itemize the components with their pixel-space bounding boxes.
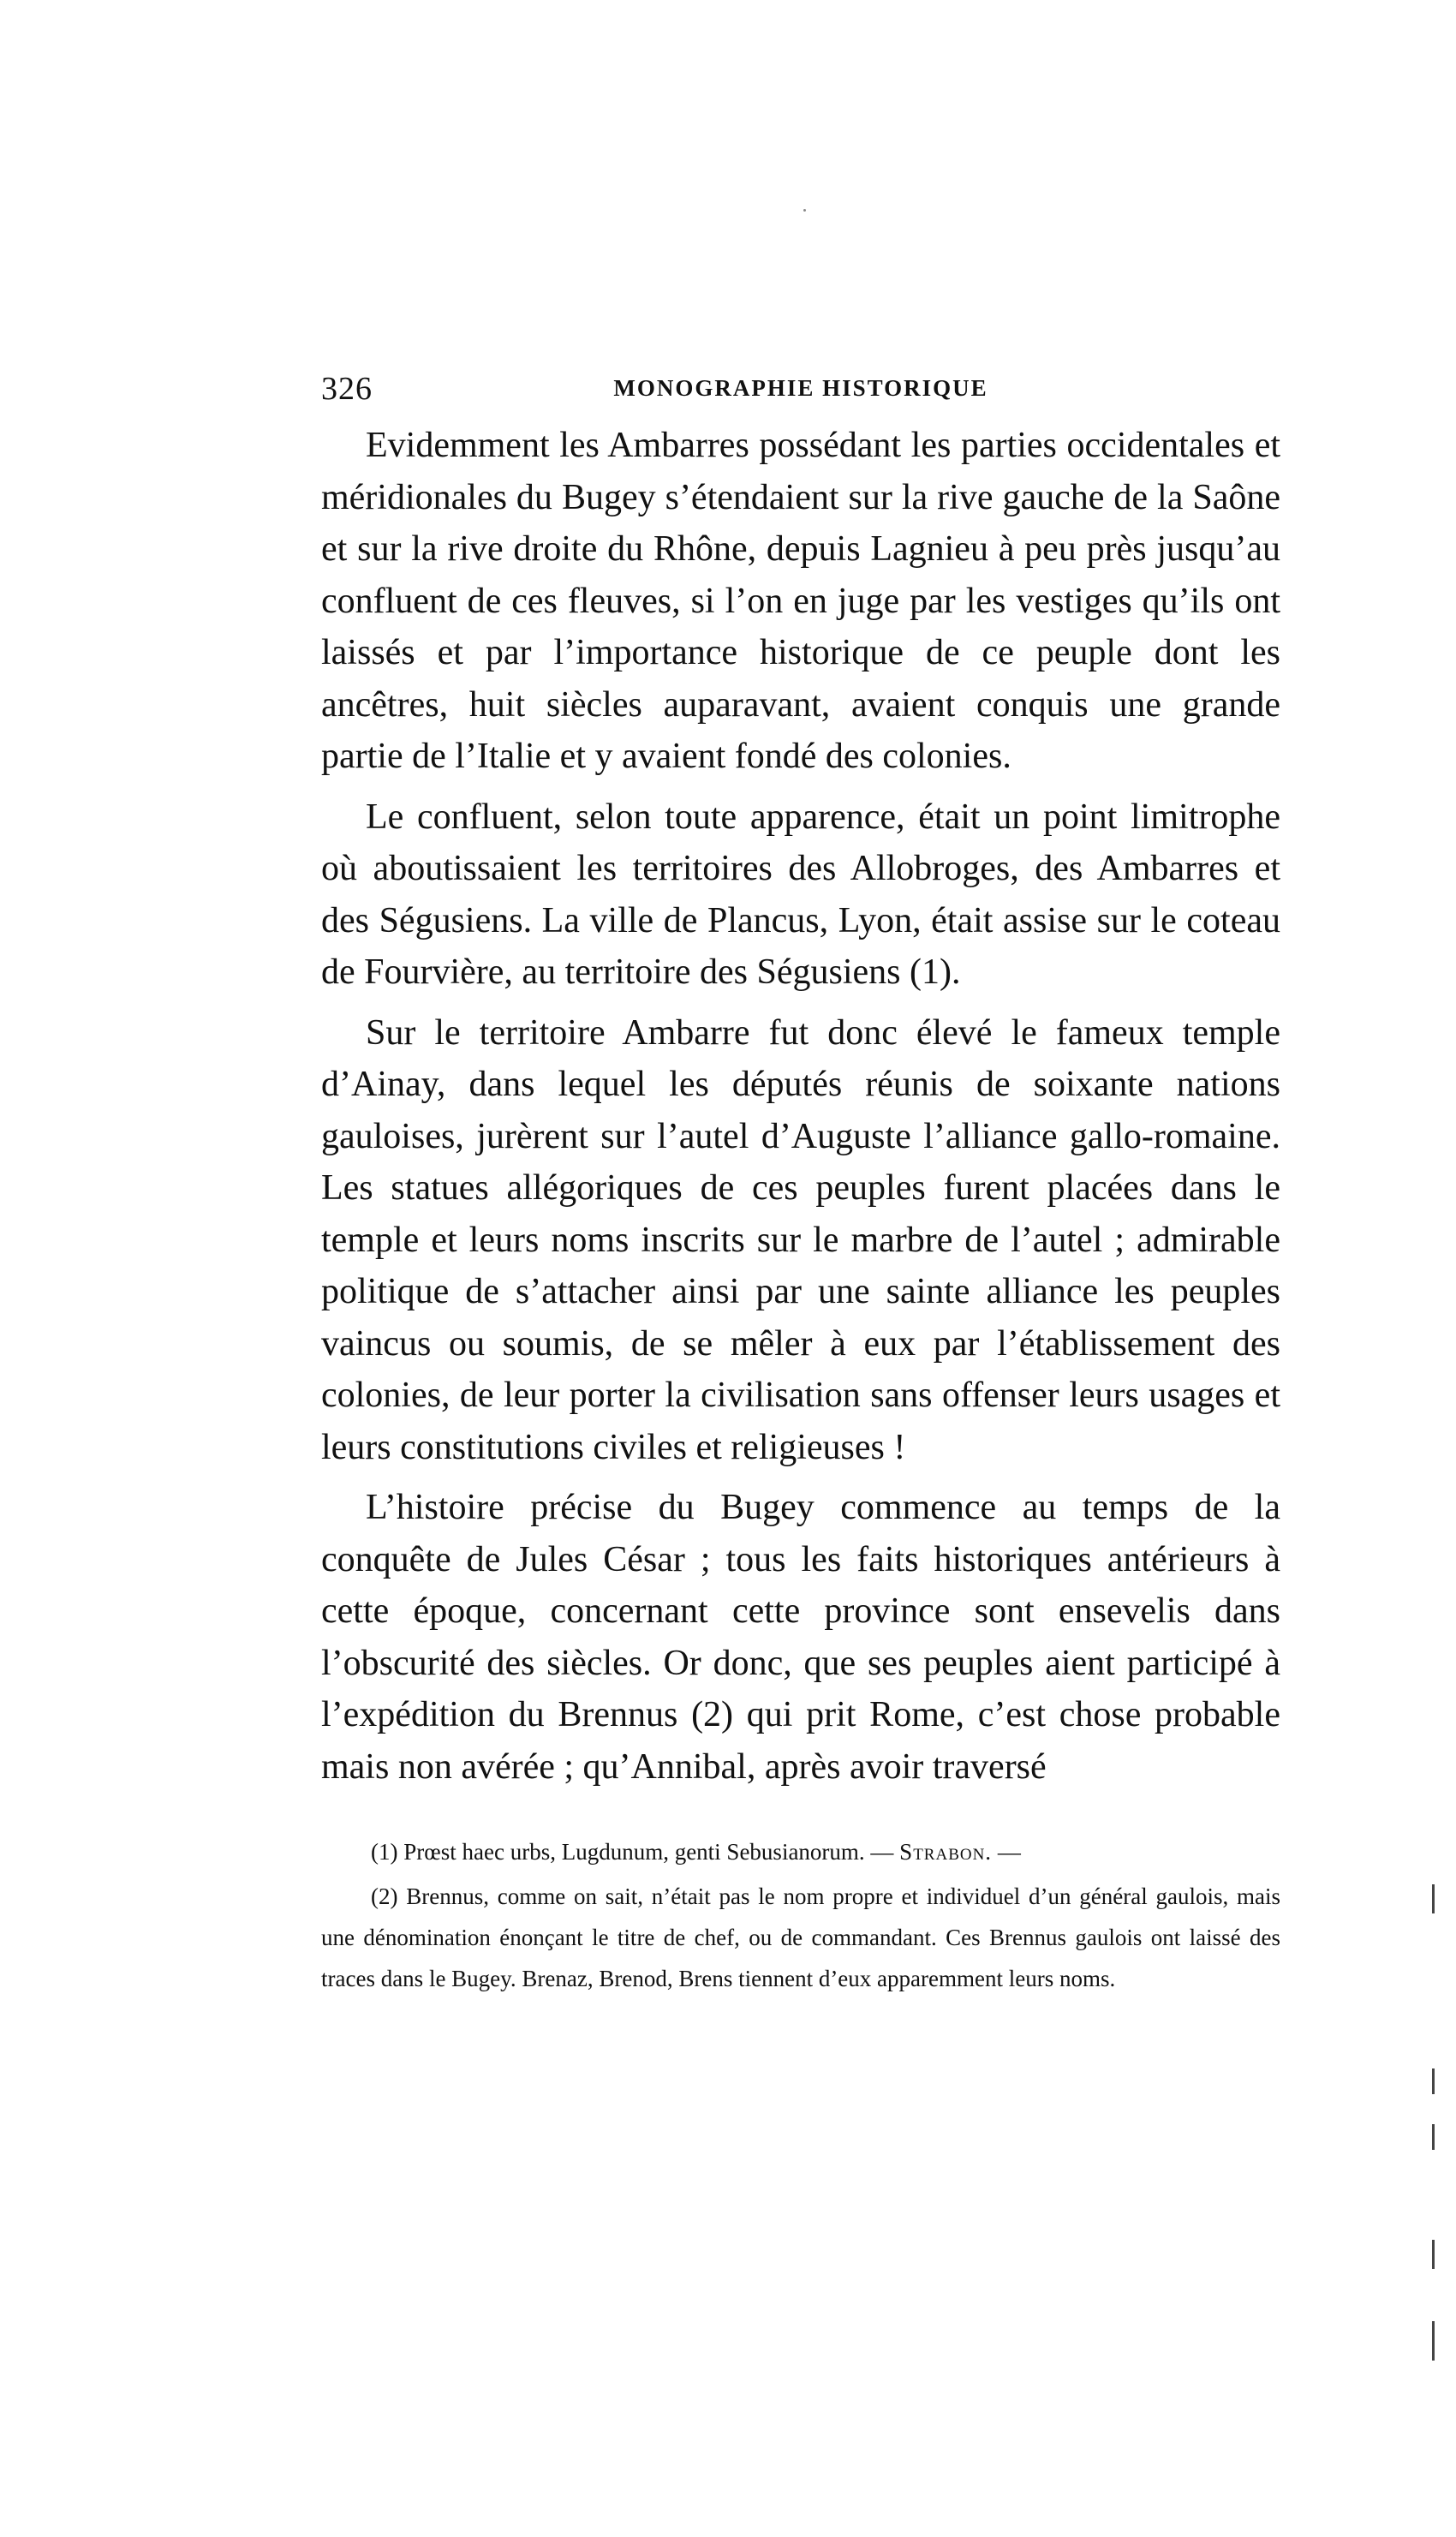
scan-margin-marks	[1432, 1884, 1437, 2398]
paragraph-1: Evidemment les Ambarres possédant les parties occidentales et méridionales du Bugey s’étendaient sur la rive gauche de la Saône et sur la rive droite du Rhône, depuis Lagnieu à peu près jusqu’au confluent de ces fleuves, si l’on en juge par les vestiges qu’ils ont laissés et par l’importance historique de ce peuple dont les ancêtres, huit siècles auparavant, avaient conquis une grande partie de l’Italie et y avaient fondé des colonies.	[321, 426, 1280, 776]
margin-tick	[1432, 2240, 1435, 2269]
footnote-1-marker: (1)	[371, 1839, 398, 1865]
paper-speck	[803, 209, 806, 212]
footnote-2	[321, 1876, 1280, 1999]
footnotes	[321, 1831, 1280, 2003]
footnote-1	[321, 1831, 1280, 1872]
paragraph-3: Sur le territoire Ambarre fut donc élevé le fameux temple d’Ainay, dans lequel les députés réunis de soixante nations gauloises, jurèrent sur l’autel d’Auguste l’alliance gallo-romaine. Les statues allégoriques de ces peuples furent placées dans le temple et leurs noms inscrits sur le marbre de l’autel ; admirable politique de s’attacher ainsi par une sainte alliance les peuples vaincus ou soumis, de se mêler à eux par l’établissement des colonies, de leur porter la civilisation sans offenser leurs usages et leurs constitutions civiles et religieuses !	[321, 1012, 1280, 1467]
page-number: 326	[321, 371, 373, 407]
footnote-1-text: Prœst haec urbs, Lugdunum, genti Sebusianorum. —	[403, 1839, 894, 1865]
margin-tick	[1432, 1884, 1435, 1913]
main-text	[321, 420, 1280, 1801]
margin-tick	[1432, 2068, 1435, 2094]
paragraph-2: Le confluent, selon toute apparence, était un point limitrophe où aboutissaient les territoires des Allobroges, des Ambarres et des Ségusiens. La ville de Plancus, Lyon, était assise sur le coteau de Fourvière, au territoire des Ségusiens (1).	[321, 797, 1280, 992]
running-title: MONOGRAPHIE HISTORIQUE	[613, 375, 988, 401]
footnote-1-source: Strabon.	[899, 1839, 993, 1865]
paragraph-4: L’histoire précise du Bugey commence au temps de la conquête de Jules César ; tous les faits historiques antérieurs à cette époque, concernant cette province sont ensevelis dans l’obscurité des siècles. Or donc, que ses peuples aient participé à l’expédition du Brennus (2) qui prit Rome, c’est chose probable mais non avérée ; qu’Annibal, après avoir traversé	[321, 1488, 1280, 1787]
footnote-1-tail: —	[997, 1839, 1021, 1865]
page-header	[321, 370, 1280, 413]
footnote-2-text: Brennus, comme on sait, n’était pas le nom propre et individuel d’un général gaulois, mais une dénomination énonçant le titre de chef, ou de commandant. Ces Brennus gaulois ont laissé des traces dans le Bugey. Brenaz, Brenod, Brens tiennent d’eux apparemment leurs noms.	[321, 1883, 1281, 1991]
footnote-2-marker: (2)	[371, 1883, 398, 1909]
margin-tick	[1432, 2124, 1435, 2150]
margin-tick	[1432, 2321, 1435, 2361]
